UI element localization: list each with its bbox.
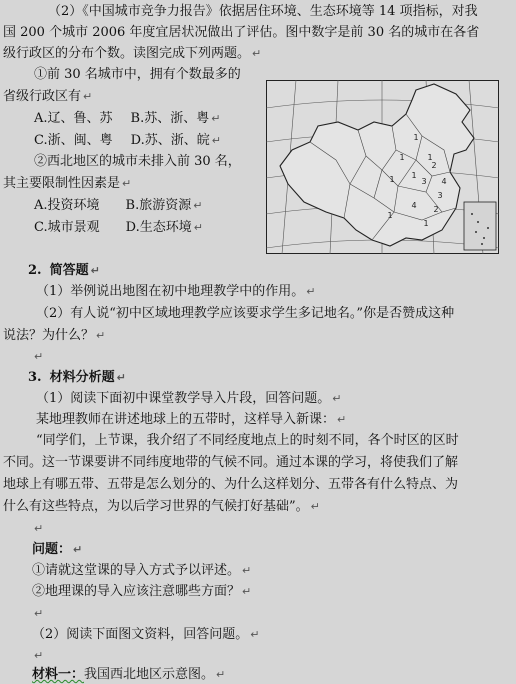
material-label: 材料一： (32, 667, 85, 682)
option-a: A.辽、鲁、苏 (34, 111, 113, 126)
sub2-options-ab: A.投资环境 B.旅游资源 ↵ (34, 198, 203, 213)
blank-paragraph: ↵ (34, 522, 44, 535)
quote-line-2: 不同。这一节课要讲不同纬度地带的气候不同。通过本课的学习，将使我们了解 (3, 455, 459, 470)
question-2: ②地理课的导入应该注意哪些方面？ ↵ (32, 584, 252, 599)
material-1: 材料一：我国西北地区示意图。 ↵ (32, 667, 226, 682)
map-number: 3 (437, 191, 443, 200)
option-b: B.旅游资源 (125, 198, 192, 213)
south-sea-inset (464, 202, 496, 250)
option-d: D.苏、浙、皖 (130, 133, 210, 148)
section-2-item-2-line-2: 说法？为什么？ ↵ (3, 328, 106, 343)
sub1-line-2: 省级行政区有 ↵ (3, 89, 93, 104)
map-number: 1 (411, 171, 417, 180)
blank-paragraph: ↵ (34, 607, 44, 620)
map-number: 1 (387, 211, 393, 220)
sub2-line-2: 其主要限制性因素是 ↵ (3, 176, 132, 191)
map-number: 4 (411, 201, 417, 210)
intro-line-1: （2）《中国城市竞争力报告》依据居住环境、生态环境等 14 项指标，对我 (48, 4, 478, 19)
quote-line-1: “同学们，上节课，我介绍了不同经度地点上的时刻不同，各个时区的区时 (36, 433, 459, 448)
map-number: 1 (389, 175, 395, 184)
material-text: 我国西北地区示意图。 (84, 667, 215, 682)
map-number: 2 (433, 205, 439, 214)
option-d: D.生态环境 (125, 220, 192, 235)
sub1-line-1: ①前 30 名城市中，拥有个数最多的 (34, 67, 241, 82)
quote-line-4: 什么有这些特点，为以后学习世界的气候打好基础”。 ↵ (3, 499, 320, 514)
intro-line-3: 级行政区的分布个数。读图完成下列两题。 ↵ (3, 46, 262, 61)
map-number: 3 (421, 177, 427, 186)
section-3-item-2: （2）阅读下面图文资料，回答问题。 ↵ (32, 627, 260, 642)
map-number: 1 (399, 153, 405, 162)
map-number: 1 (427, 153, 433, 162)
option-c: C.城市景观 (34, 220, 100, 235)
sub2-options-cd: C.城市景观 D.生态环境 ↵ (34, 220, 203, 235)
blank-paragraph: ↵ (34, 649, 44, 662)
blank-paragraph: ↵ (34, 350, 44, 363)
section-3-lead: 某地理教师在讲述地球上的五带时，这样导入新课： ↵ (36, 412, 347, 427)
map-number: 2 (431, 161, 437, 170)
china-map (266, 80, 499, 254)
section-2-item-2-line-1: （2）有人说“初中区域地理教学应该要求学生多记地名。”你是否赞成这种 (36, 306, 455, 321)
intro-line-2: 国 200 个城市 2006 年度宜居状况做出了评估。图中数字是前 30 名的城市在各省 (3, 25, 480, 40)
section-2-item-1: （1）举例说出地图在初中地理教学中的作用。 ↵ (36, 284, 316, 299)
map-number: 1 (423, 219, 429, 228)
quote-line-3: 地球上有哪五带、五带是怎么划分的、为什么这样划分、五带各有什么特点、为 (3, 477, 459, 492)
sub1-options-cd: C.浙、闽、粤 D.苏、浙、皖 ↵ (34, 133, 221, 148)
map-number: 1 (413, 133, 419, 142)
option-b: B.苏、浙、粤 (130, 111, 210, 126)
map-number: 4 (441, 177, 447, 186)
sub2-line-1: ②西北地区的城市未排入前 30 名， (34, 154, 241, 169)
option-a: A.投资环境 (34, 198, 100, 213)
questions-label: 问题： ↵ (32, 542, 83, 557)
section-3-heading: 3. 材料分析题 ↵ (28, 370, 126, 385)
option-c: C.浙、闽、粤 (34, 133, 113, 148)
sub1-options-ab: A.辽、鲁、苏 B.苏、浙、粤 ↵ (34, 111, 221, 126)
question-1: ①请就这堂课的导入方式予以评述。 ↵ (32, 563, 252, 578)
section-2-heading: 2. 简答题 ↵ (28, 263, 100, 278)
section-3-item-1: （1）阅读下面初中课堂教学导入片段，回答问题。 ↵ (36, 391, 342, 406)
